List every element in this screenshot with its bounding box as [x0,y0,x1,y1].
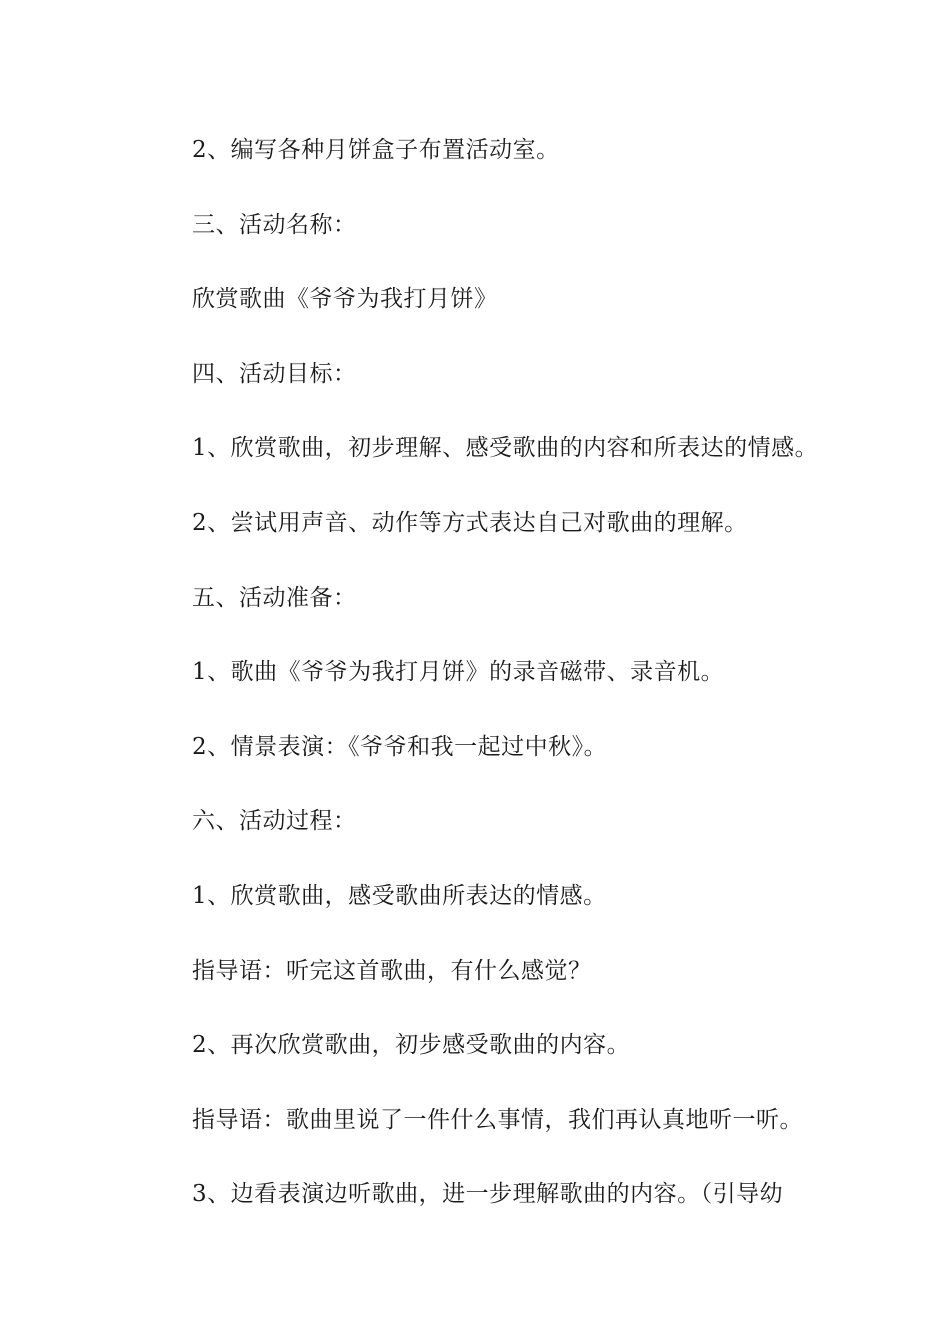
text-line: 2、编写各种月饼盒子布置活动室。 [192,137,560,163]
text-line: 指导语：歌曲里说了一件什么事情，我们再认真地听一听。 [192,1106,803,1133]
text-line: 1、歌曲《爷爷为我打月饼》的录音磁带、录音机。 [192,659,725,686]
text-line: 2、尝试用声音、动作等方式表达自己对歌曲的理解。 [192,509,748,536]
text-line: 欣赏歌曲《爷爷为我打月饼》 [192,286,498,313]
text-line: 1、欣赏歌曲，感受歌曲所表达的情感。 [192,882,607,909]
section-heading: 三、活动名称： [192,211,357,238]
text-line: 指导语：听完这首歌曲，有什么感觉？ [192,957,592,984]
text-line: 1、欣赏歌曲，初步理解、感受歌曲的内容和所表达的情感。 [192,435,819,462]
text-line: 2、再次欣赏歌曲，初步感受歌曲的内容。 [192,1032,631,1059]
section-heading: 六、活动过程： [192,808,357,835]
section-heading: 五、活动准备： [192,584,357,611]
text-line: 3、边看表演边听歌曲，进一步理解歌曲的内容。（引导幼 [192,1181,784,1208]
text-line: 2、情景表演：《爷爷和我一起过中秋》。 [192,733,608,760]
document-body [192,132,872,1251]
section-heading: 四、活动目标： [192,360,357,387]
